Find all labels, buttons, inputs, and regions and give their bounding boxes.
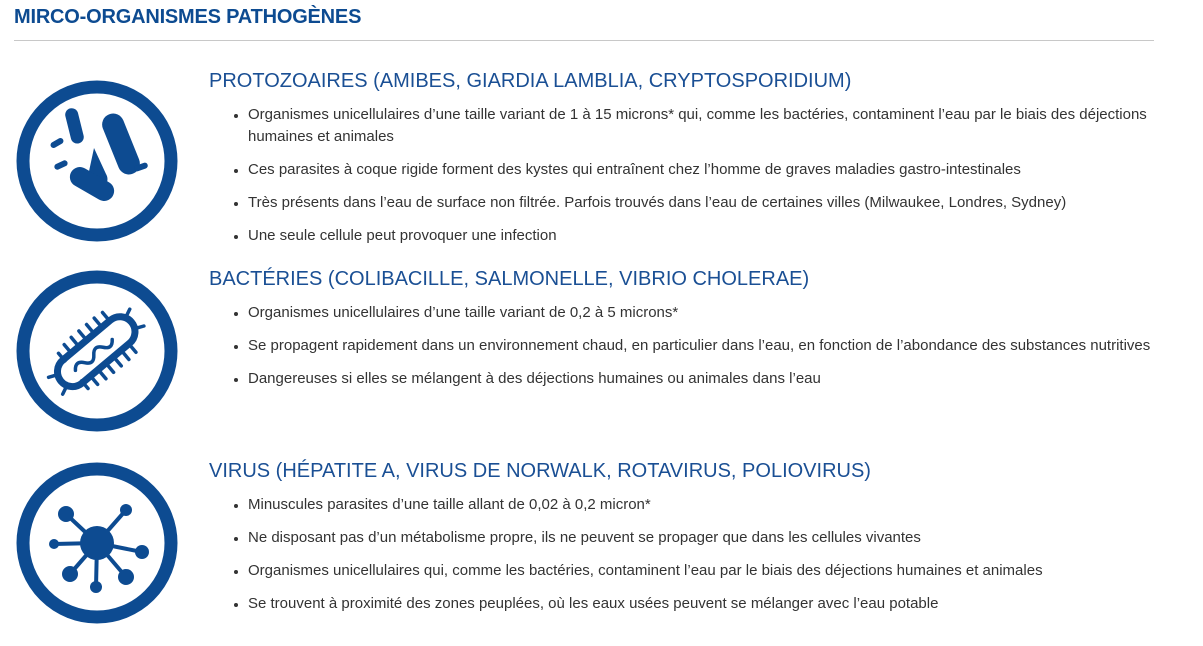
list-item: • Se trouvent à proximité des zones peuplées, où les eaux usées peuvent se mélanger avec l’eau potable [248,593,1178,615]
section-heading: BACTÉRIES (COLIBACILLE, SALMONELLE, VIBRIO CHOLERAE) [209,268,810,290]
title-divider [14,40,1154,41]
list-item: • Dangereuses si elles se mélangent à des déjections humaines ou animales dans l’eau [248,368,1178,390]
list-item: • Très présents dans l’eau de surface non filtrée. Parfois trouvés dans l’eau de certaines villes (Milwaukee, Londres, Sydney) [248,192,1178,214]
virus-icon [14,460,180,626]
list-item: • Se propagent rapidement dans un environnement chaud, en particulier dans l’eau, en fonction de l’abondance des substances nutritives [248,335,1178,357]
list-item: • Minuscules parasites d’une taille allant de 0,02 à 0,2 micron* [248,494,1178,516]
protozoa-icon [14,78,180,244]
list-item: • Ces parasites à coque rigide forment des kystes qui entraînent chez l’homme de graves maladies gastro-intestinales [248,159,1178,181]
list-item: • Organismes unicellulaires qui, comme les bactéries, contaminent l’eau par le biais des déjections humaines et animales [248,560,1178,582]
bullet-list [226,104,1178,258]
list-item: • Organismes unicellulaires d’une taille variant de 0,2 à 5 microns* [248,302,1178,324]
list-item: • Une seule cellule peut provoquer une infection [248,225,1178,247]
bullet-list [226,302,1178,401]
page-title: MIRCO-ORGANISMES PATHOGÈNES [14,6,362,28]
section-virus [0,460,1203,640]
section-heading: PROTOZOAIRES (AMIBES, GIARDIA LAMBLIA, CRYPTOSPORIDIUM) [209,70,852,92]
list-item: • Ne disposant pas d’un métabolisme propre, ils ne peuvent se propager que dans les cellules vivantes [248,527,1178,549]
bacteria-icon [14,268,180,434]
section-bacteria [0,268,1203,448]
list-item: • Organismes unicellulaires d’une taille variant de 1 à 15 microns* qui, comme les bactéries, contaminent l’eau par le biais des déjections humaines et animales [248,104,1178,148]
section-protozoa [0,70,1203,255]
bullet-list [226,494,1178,626]
section-heading: VIRUS (HÉPATITE A, VIRUS DE NORWALK, ROTAVIRUS, POLIOVIRUS) [209,460,871,482]
